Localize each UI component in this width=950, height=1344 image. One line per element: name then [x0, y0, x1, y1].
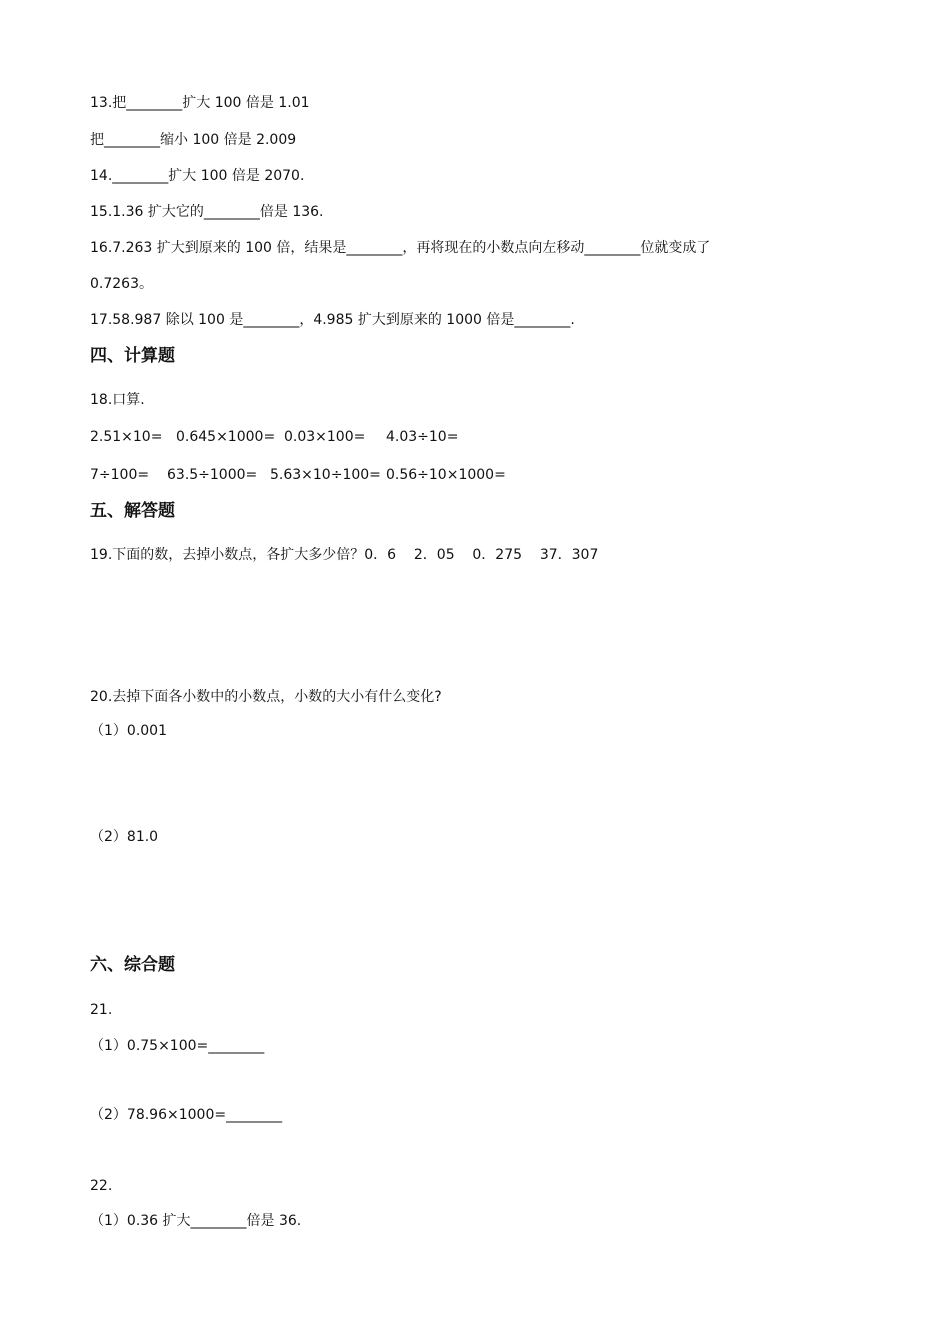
- calc-item: 2.51×10=: [90, 429, 163, 445]
- question-16-line-1: 16.7.263 扩大到原来的 100 倍，结果是________，再将现在的小数点向左移动________位就变成了: [90, 240, 711, 256]
- calc-item: 63.5÷1000=: [167, 467, 258, 483]
- question-13-line-2: 把________缩小 100 倍是 2.009: [90, 132, 297, 148]
- question-14: 14.________扩大 100 倍是 2070.: [90, 168, 305, 184]
- question-21-part-2: （2）78.96×1000=________: [90, 1107, 283, 1123]
- question-20-part-1: （1）0.001: [90, 723, 167, 739]
- calc-item: 5.63×10÷100=: [270, 467, 381, 483]
- question-20: 20.去掉下面各小数中的小数点，小数的大小有什么变化?: [90, 689, 442, 705]
- question-19: 19.下面的数，去掉小数点，各扩大多少倍？0．6 2．05 0．275 37．307: [90, 547, 599, 563]
- section-6-heading: 六、综合题: [90, 955, 175, 975]
- question-20-part-2: （2）81.0: [90, 829, 159, 845]
- section-4-heading: 四、计算题: [90, 346, 175, 366]
- question-17: 17.58.987 除以 100 是________，4.985 扩大到原来的 1000 倍是________.: [90, 312, 575, 328]
- question-15: 15.1.36 扩大它的________倍是 136.: [90, 204, 324, 220]
- question-22: 22.: [90, 1178, 113, 1194]
- calc-item: 0.03×100=: [284, 429, 366, 445]
- question-21: 21.: [90, 1002, 113, 1018]
- calc-item: 0.645×1000=: [176, 429, 276, 445]
- section-5-heading: 五、解答题: [90, 501, 175, 521]
- calc-item: 0.56÷10×1000=: [386, 467, 506, 483]
- question-18: 18.口算.: [90, 392, 145, 408]
- question-22-part-1: （1）0.36 扩大________倍是 36.: [90, 1213, 302, 1229]
- calc-item: 7÷100=: [90, 467, 150, 483]
- question-21-part-1: （1）0.75×100=________: [90, 1038, 265, 1054]
- question-16-line-2: 0.7263。: [90, 276, 153, 292]
- question-13-line-1: 13.把________扩大 100 倍是 1.01: [90, 95, 310, 111]
- calc-item: 4.03÷10=: [386, 429, 459, 445]
